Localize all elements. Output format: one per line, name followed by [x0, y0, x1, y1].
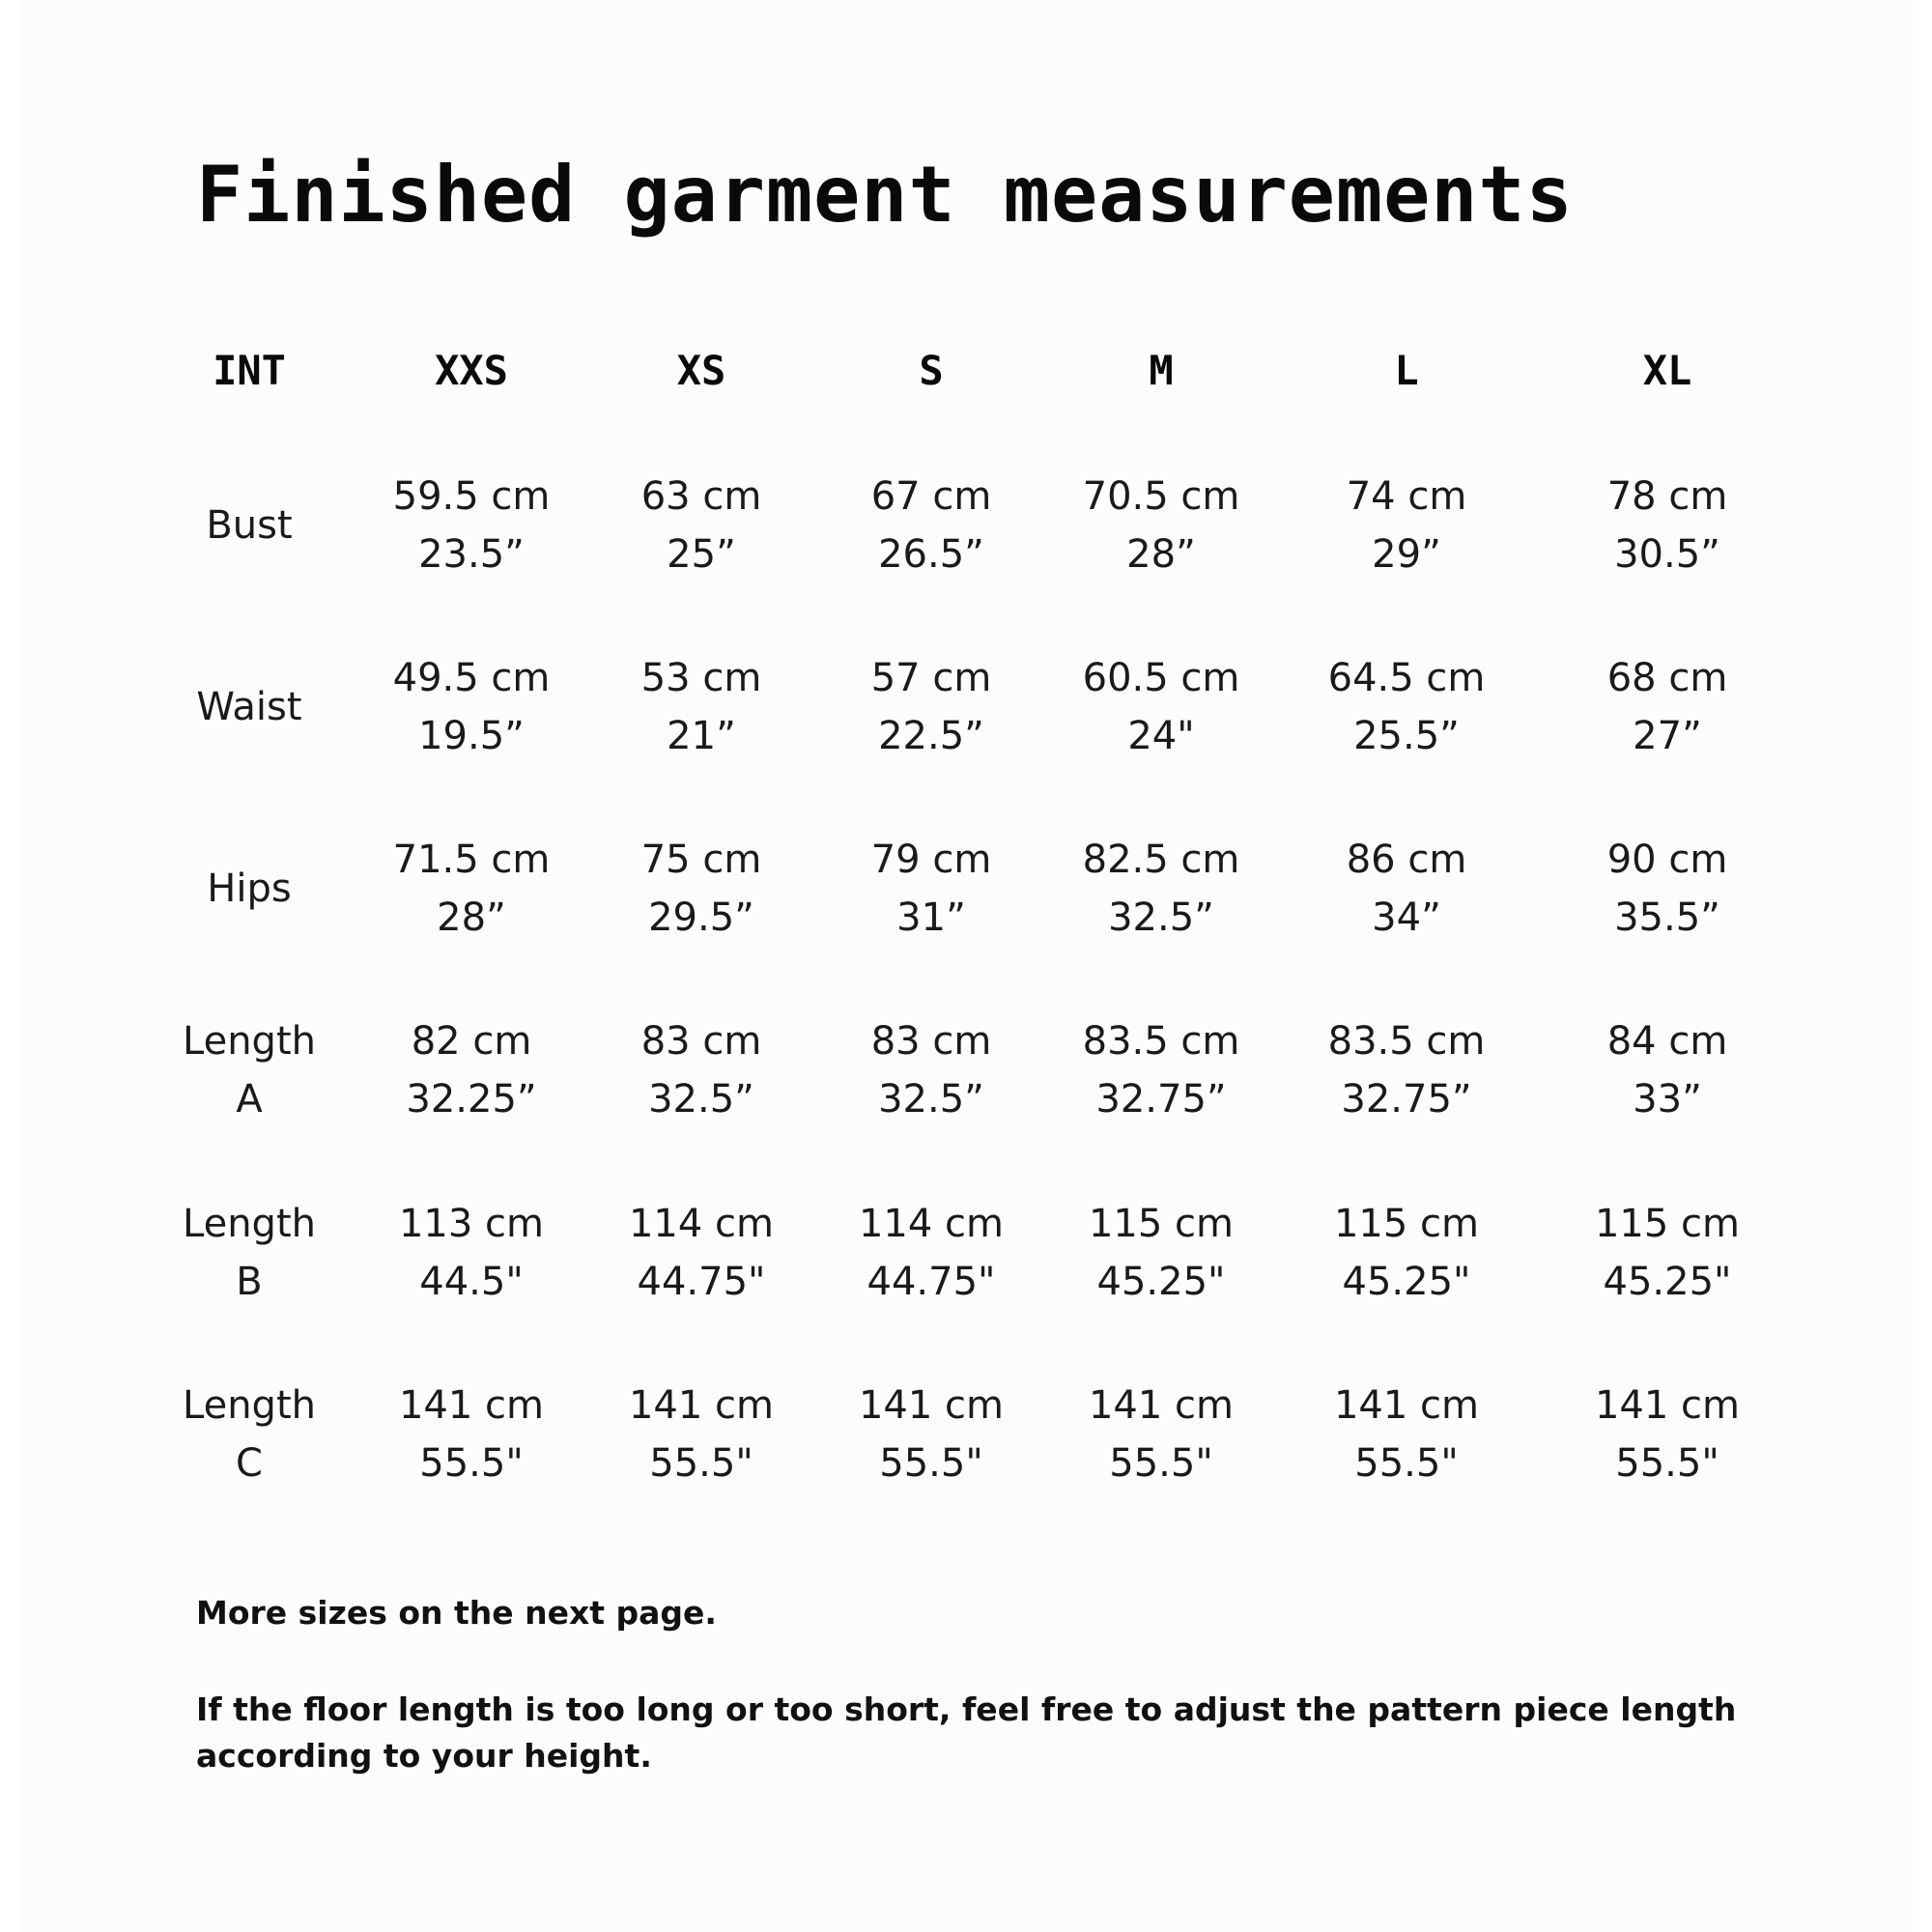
measurement-cell-line-2: 26.5”	[878, 532, 984, 577]
measurement-cell-line-2: 45.25"	[1342, 1260, 1471, 1304]
measurement-cell	[641, 831, 762, 947]
measurement-cell-line-2: 23.5”	[418, 532, 525, 577]
measurement-cell-line-1: 82.5 cm	[1082, 838, 1240, 882]
measurement-cell	[1089, 1195, 1234, 1311]
measurement-cell-line-2: 32.75”	[1095, 1077, 1227, 1122]
measurement-cell	[871, 649, 992, 765]
measurement-cell	[1328, 649, 1486, 765]
column-header-s: S	[919, 347, 944, 394]
measurement-cell-line-2: 27”	[1633, 714, 1702, 758]
measurement-cell-line-2: 25.5”	[1353, 714, 1460, 758]
measurement-cell-line-1: 63 cm	[640, 474, 762, 519]
measurement-cell-line-1: 68 cm	[1606, 656, 1728, 700]
size-chart-table	[19, 0, 1913, 1932]
measurement-cell	[1607, 1012, 1728, 1128]
measurement-cell-line-2: 34”	[1372, 895, 1441, 940]
measurement-cell-line-1: 75 cm	[640, 838, 762, 882]
measurement-cell-line-2: 55.5"	[879, 1441, 983, 1486]
measurement-cell	[1607, 831, 1728, 947]
row-label	[196, 678, 301, 736]
measurement-cell-line-1: 114 cm	[858, 1202, 1005, 1246]
row-label-line-2: A	[236, 1077, 263, 1122]
measurement-cell-line-2: 30.5”	[1614, 532, 1720, 577]
measurement-cell-line-1: 84 cm	[1606, 1019, 1728, 1064]
measurement-cell	[1083, 468, 1240, 583]
measurement-cell-line-1: 83.5 cm	[1082, 1019, 1240, 1064]
measurement-cell-line-2: 28”	[437, 895, 506, 940]
row-label-line-1: Waist	[196, 685, 302, 729]
more-sizes-note: More sizes on the next page.	[196, 1594, 717, 1632]
measurement-cell-line-1: 141 cm	[398, 1383, 545, 1428]
measurement-cell-line-2: 32.5”	[878, 1077, 984, 1122]
measurement-cell	[641, 1012, 762, 1128]
row-label-line-1: Hips	[207, 867, 292, 911]
measurement-cell	[859, 1195, 1004, 1311]
measurement-cell-line-1: 141 cm	[858, 1383, 1005, 1428]
measurement-cell	[1595, 1377, 1740, 1492]
row-label-line-2: C	[236, 1441, 263, 1486]
measurement-cell-line-2: 55.5"	[1615, 1441, 1719, 1486]
measurement-cell-line-1: 78 cm	[1606, 474, 1728, 519]
measurement-cell-line-1: 114 cm	[628, 1202, 775, 1246]
measurement-cell	[1607, 649, 1728, 765]
measurement-cell-line-1: 57 cm	[870, 656, 992, 700]
measurement-cell	[1334, 1195, 1479, 1311]
measurement-cell	[859, 1377, 1004, 1492]
measurement-cell	[393, 831, 551, 947]
measurement-cell-line-2: 24"	[1127, 714, 1195, 758]
measurement-cell	[629, 1377, 774, 1492]
measurement-cell-line-2: 25”	[667, 532, 736, 577]
measurement-page	[19, 0, 1913, 1932]
measurement-cell-line-1: 86 cm	[1346, 838, 1467, 882]
measurement-cell-line-1: 141 cm	[1333, 1383, 1480, 1428]
measurement-cell-line-2: 55.5"	[419, 1441, 524, 1486]
measurement-cell-line-1: 141 cm	[1594, 1383, 1741, 1428]
measurement-cell-line-1: 60.5 cm	[1082, 656, 1240, 700]
row-label	[206, 497, 292, 554]
row-label-line-1: Bust	[206, 503, 293, 548]
measurement-cell-line-2: 44.75"	[867, 1260, 996, 1304]
measurement-cell	[641, 468, 762, 583]
measurement-cell-line-1: 83 cm	[640, 1019, 762, 1064]
column-header-m: M	[1149, 347, 1174, 394]
measurement-cell-line-2: 55.5"	[1354, 1441, 1459, 1486]
measurement-cell	[406, 1012, 536, 1128]
measurement-cell-line-2: 32.5”	[1108, 895, 1214, 940]
measurement-cell-line-1: 70.5 cm	[1082, 474, 1240, 519]
measurement-cell-line-2: 35.5”	[1614, 895, 1720, 940]
floor-length-note: If the floor length is too long or too short, feel free to adjust the pattern piece length according to your height.	[196, 1690, 1737, 1775]
measurement-cell	[393, 468, 551, 583]
measurement-cell-line-2: 33”	[1633, 1077, 1702, 1122]
measurement-cell-line-2: 32.75”	[1341, 1077, 1472, 1122]
measurement-cell-line-2: 29”	[1372, 532, 1441, 577]
measurement-cell	[393, 649, 551, 765]
measurement-cell-line-1: 67 cm	[870, 474, 992, 519]
measurement-cell	[871, 468, 992, 583]
measurement-cell-line-1: 115 cm	[1088, 1202, 1235, 1246]
measurement-cell-line-2: 45.25"	[1603, 1260, 1732, 1304]
measurement-cell-line-1: 64.5 cm	[1327, 656, 1486, 700]
measurement-cell-line-1: 74 cm	[1346, 474, 1467, 519]
measurement-cell	[1595, 1195, 1740, 1311]
measurement-cell	[1607, 468, 1728, 583]
measurement-cell-line-1: 59.5 cm	[392, 474, 551, 519]
measurement-cell	[1083, 1012, 1240, 1128]
measurement-cell-line-1: 71.5 cm	[392, 838, 551, 882]
column-header-int: INT	[213, 347, 286, 394]
row-label	[183, 1377, 316, 1492]
measurement-cell	[1083, 831, 1240, 947]
measurement-cell-line-2: 32.25”	[406, 1077, 537, 1122]
measurement-cell	[871, 831, 992, 947]
measurement-cell-line-2: 55.5"	[1109, 1441, 1213, 1486]
measurement-cell	[871, 1012, 992, 1128]
measurement-cell	[1089, 1377, 1234, 1492]
measurement-cell	[1083, 649, 1240, 765]
measurement-cell-line-1: 49.5 cm	[392, 656, 551, 700]
measurement-cell-line-2: 19.5”	[418, 714, 525, 758]
measurement-cell	[641, 649, 762, 765]
row-label	[183, 1195, 316, 1311]
column-header-l: L	[1394, 347, 1419, 394]
measurement-cell-line-2: 44.75"	[637, 1260, 766, 1304]
measurement-cell-line-2: 55.5"	[649, 1441, 753, 1486]
measurement-cell	[1328, 1012, 1486, 1128]
measurement-cell	[1347, 468, 1467, 583]
measurement-cell-line-2: 22.5”	[878, 714, 984, 758]
measurement-cell-line-2: 29.5”	[648, 895, 754, 940]
measurement-cell-line-2: 31”	[896, 895, 966, 940]
column-header-xxs: XXS	[435, 347, 508, 394]
measurement-cell-line-2: 45.25"	[1096, 1260, 1226, 1304]
measurement-cell	[1347, 831, 1467, 947]
measurement-cell-line-1: 83 cm	[870, 1019, 992, 1064]
measurement-cell-line-1: 115 cm	[1594, 1202, 1741, 1246]
measurement-cell-line-1: 113 cm	[398, 1202, 545, 1246]
measurement-cell	[399, 1377, 544, 1492]
row-label-line-2: B	[236, 1260, 263, 1304]
measurement-cell-line-1: 83.5 cm	[1327, 1019, 1486, 1064]
column-header-xl: XL	[1642, 347, 1692, 394]
row-label-line-1: Length	[183, 1383, 316, 1428]
measurement-cell-line-1: 79 cm	[870, 838, 992, 882]
measurement-cell-line-2: 32.5”	[648, 1077, 754, 1122]
measurement-cell-line-2: 44.5"	[419, 1260, 524, 1304]
row-label-line-1: Length	[183, 1019, 316, 1064]
row-label	[183, 1012, 316, 1128]
measurement-cell	[399, 1195, 544, 1311]
row-label	[207, 860, 291, 918]
measurement-cell-line-2: 21”	[667, 714, 736, 758]
measurement-cell-line-1: 82 cm	[411, 1019, 532, 1064]
measurement-cell-line-1: 141 cm	[628, 1383, 775, 1428]
measurement-cell-line-1: 53 cm	[640, 656, 762, 700]
measurement-cell-line-1: 115 cm	[1333, 1202, 1480, 1246]
column-header-xs: XS	[676, 347, 726, 394]
measurement-cell	[1334, 1377, 1479, 1492]
measurement-cell	[629, 1195, 774, 1311]
page-title: Finished garment measurements	[196, 150, 1574, 240]
measurement-cell-line-2: 28”	[1126, 532, 1196, 577]
measurement-cell-line-1: 141 cm	[1088, 1383, 1235, 1428]
row-label-line-1: Length	[183, 1202, 316, 1246]
measurement-cell-line-1: 90 cm	[1606, 838, 1728, 882]
